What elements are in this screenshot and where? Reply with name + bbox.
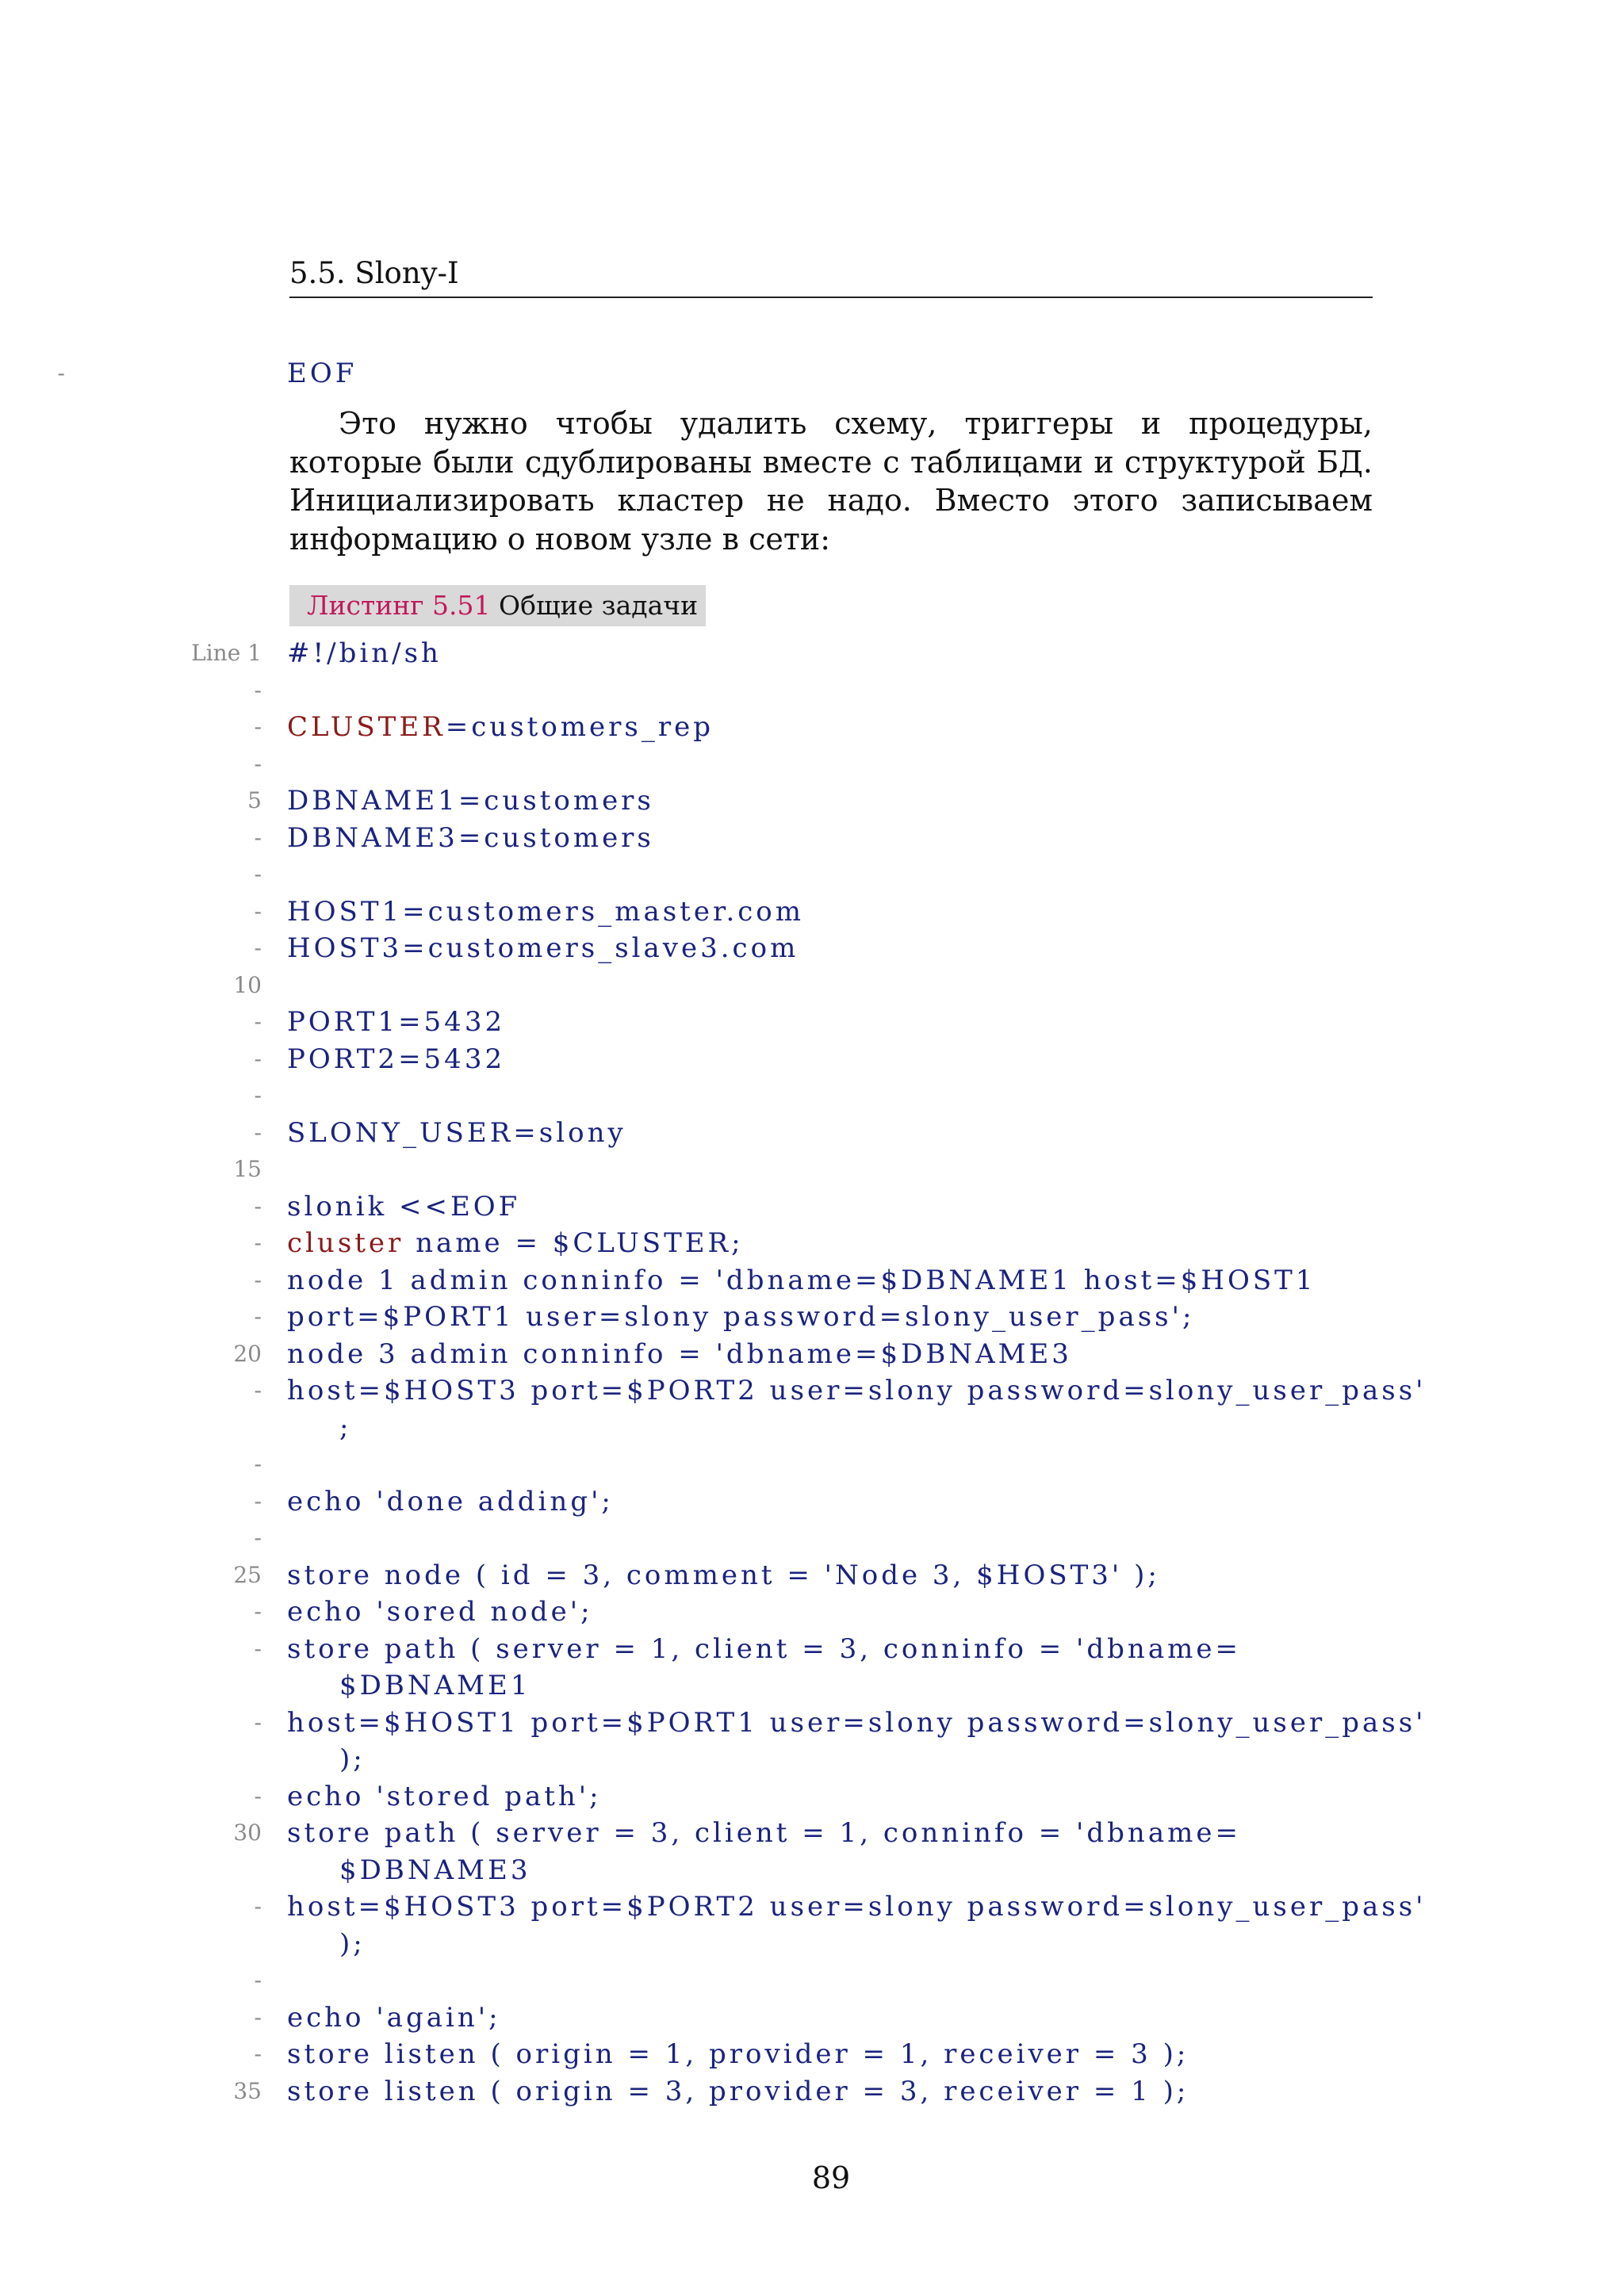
line-number: - [254,677,262,703]
code-line: #!/bin/sh [287,637,442,669]
code-line: port=$PORT1 user=slony password=slony_user_pass'; [287,1301,1195,1333]
line-number: - [254,935,262,961]
line-number: - [254,1303,262,1330]
line-number: - [254,2004,262,2030]
code-line: node 1 admin conninfo = 'dbname=$DBNAME1 host=$HOST1 [287,1265,1316,1296]
line-number: - [254,1525,262,1551]
line-number: - [254,861,262,887]
code-line: echo 'sored node'; [287,1596,593,1628]
line-number: - [254,1893,262,1919]
code-keyword: cluster [287,1227,404,1259]
code-line: $DBNAME1 [339,1670,531,1701]
line-number: - [254,898,262,924]
code-line: host=$HOST3 port=$PORT2 user=slony password=slony_user_pass' [287,1375,1427,1406]
code-keyword: CLUSTER [287,711,446,743]
body-paragraph: Это нужно чтобы удалить схему, триггеры и процедуры, которые были сдублированы вместе с таблицами и структурой БД. Инициализировать кластер не надо. Вместо этого записываем информацию о новом узле в сети: [289,406,1373,557]
code-line: echo 'stored path'; [287,1781,602,1812]
code-line: store path ( server = 3, client = 1, conninfo = 'dbname= [287,1817,1241,1849]
code-line: host=$HOST1 port=$PORT1 user=slony password=slony_user_pass' [287,1707,1427,1739]
line-number: 15 [233,1156,262,1182]
line-number: - [254,1783,262,1809]
line-number: - [254,1636,262,1662]
code-line: PORT2=5432 [287,1043,506,1075]
line-number: - [254,1193,262,1219]
line-number: - [254,1598,262,1624]
code-line: ); [339,1928,366,1960]
code-line: node 3 admin conninfo = 'dbname=$DBNAME3 [287,1338,1072,1370]
line-number: - [254,1967,262,1993]
code-line: PORT1=5432 [287,1006,506,1038]
code-continuation-line [0,355,1427,392]
line-number: - [254,1046,262,1072]
running-header [289,255,1373,298]
listing-label: Листинг 5.51 [307,590,491,621]
line-number: - [254,2041,262,2067]
line-number: - [254,1119,262,1146]
header-title: 5.5. Slony-I [289,256,459,290]
code-line: EOF [287,358,358,389]
code-line: SLONY_USER=slony [287,1117,626,1149]
code-line: store listen ( origin = 3, provider = 3, receiver = 1 ); [287,2076,1189,2107]
code-line: store listen ( origin = 1, provider = 1, receiver = 3 ); [287,2038,1189,2070]
line-number: Line 1 [191,640,262,666]
code-line: DBNAME3=customers [287,822,654,854]
code-line: ); [339,1743,366,1775]
code-line: echo 'again'; [287,2002,501,2034]
line-number: 30 [233,1820,262,1846]
listing-title: Общие задачи [499,590,699,621]
code-line: slonik <<EOF [287,1191,521,1223]
line-number: - [254,1008,262,1035]
line-number: - [254,1488,262,1514]
code-line: cluster name = $CLUSTER; [287,1227,744,1259]
code-line: store node ( id = 3, comment = 'Node 3, $HOST3' ); [287,1559,1160,1591]
line-number: - [254,1451,262,1477]
line-number: - [254,1377,262,1403]
code-line: DBNAME1=customers [287,785,654,817]
code-line: HOST1=customers_master.com [287,896,805,928]
line-number: 10 [233,972,262,998]
listing-caption [289,585,706,626]
line-number: 20 [233,1341,262,1367]
code-line: HOST3=customers_slave3.com [287,932,799,964]
code-line: host=$HOST3 port=$PORT2 user=slony password=slony_user_pass' [287,1891,1427,1923]
code-line: store path ( server = 1, client = 3, conninfo = 'dbname= [287,1633,1241,1665]
page-number: 89 [811,2160,851,2195]
line-number: 35 [233,2078,262,2104]
line-number: - [254,1709,262,1735]
line-number: - [254,714,262,740]
line-number: - [57,360,65,386]
line-number: - [254,1267,262,1293]
line-number: - [254,1082,262,1108]
code-line: $DBNAME3 [339,1854,531,1886]
line-number: - [254,825,262,851]
code-line: echo 'done adding'; [287,1486,614,1517]
line-number: 5 [247,787,262,813]
line-number: - [254,751,262,777]
line-number: - [254,1230,262,1256]
code-line: ; [339,1412,352,1444]
code-line: CLUSTER=customers_rep [287,711,714,743]
line-number: 25 [233,1562,262,1588]
